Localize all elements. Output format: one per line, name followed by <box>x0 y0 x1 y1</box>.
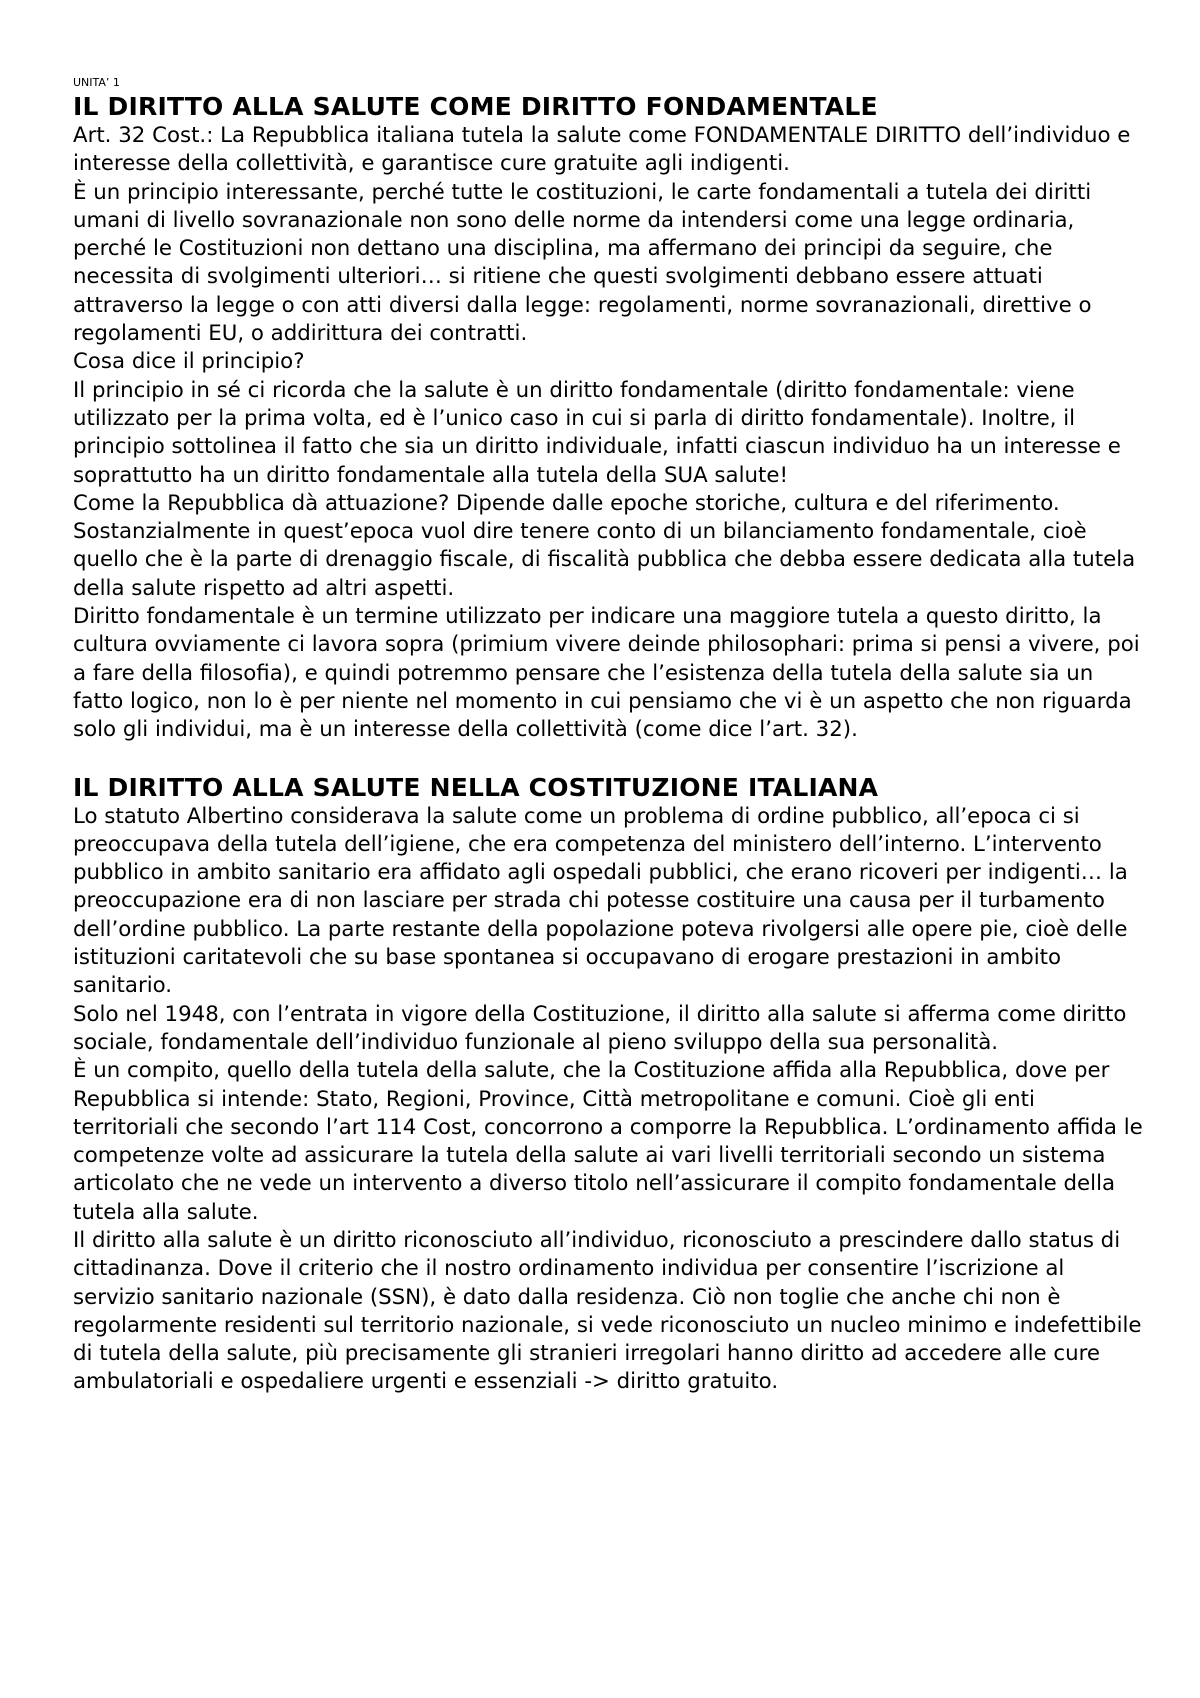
unit-label: UNITA’ 1 <box>73 76 120 89</box>
paragraph: Art. 32 Cost.: La Repubblica italiana tutela la salute come FONDAMENTALE DIRITTO dell’individuo e interesse della collettività, e garantisce cure gratuite agli indigenti. <box>73 123 1131 177</box>
paragraph: Solo nel 1948, con l’entrata in vigore della Costituzione, il diritto alla salute si afferma come diritto sociale, fondamentale dell’individuo funzionale al pieno sviluppo della sua personalità. <box>73 1001 1127 1055</box>
paragraph: Il principio in sé ci ricorda che la salute è un diritto fondamentale (diritto fondamentale: viene utilizzato per la prima volta, ed è l’unico caso in cui si parla di diritto fondamentale). Inoltre, il principio sottolinea il fatto che sia un diritto individuale, infatti ciascun individuo ha un interesse e soprattutto ha un diritto fondamentale alla tutela della SUA salute! <box>73 377 1121 488</box>
section-title-1: IL DIRITTO ALLA SALUTE COME DIRITTO FONDAMENTALE <box>73 92 878 121</box>
document-page <box>73 76 1143 1397</box>
paragraph: Come la Repubblica dà attuazione? Dipende dalle epoche storiche, cultura e del riferimento. Sostanzialmente in quest’epoca vuol dire tenere conto di un bilanciamento fondamentale, cioè quello che è la parte di drenaggio fiscale, di fiscalità pubblica che debba essere dedicata alla tutela della salute rispetto ad altri aspetti. <box>73 490 1136 601</box>
paragraph: Diritto fondamentale è un termine utilizzato per indicare una maggiore tutela a questo diritto, la cultura ovviamente ci lavora sopra (primium vivere deinde philosophari: prima si pensi a vivere, poi a fare della filosofia), e quindi potremmo pensare che l’esistenza della tutela della salute sia un fatto logico, non lo è per niente nel momento in cui pensiamo che vi è un aspetto che non riguarda solo gli individui, ma è un interesse della collettività (come dice l’art. 32). <box>73 604 1140 743</box>
paragraph: Lo statuto Albertino considerava la salute come un problema di ordine pubblico, all’epoca ci si preoccupava della tutela dell’igiene, che era competenza del ministero dell’interno. L’intervento pubblico in ambito sanitario era affidato agli ospedali pubblici, che erano ricoveri per indigenti… la preoccupazione era di non lasciare per strada chi potesse costituire una causa per il turbamento dell’ordine pubblico. La parte restante della popolazione poteva rivolgersi alle opere pie, cioè delle istituzioni caritatevoli che su base spontanea si occupavano di erogare prestazioni in ambito sanitario. <box>73 803 1128 999</box>
section-title-2: IL DIRITTO ALLA SALUTE NELLA COSTITUZIONE ITALIANA <box>73 772 879 802</box>
paragraph: È un compito, quello della tutela della salute, che la Costituzione affida alla Repubblica, dove per Repubblica si intende: Stato, Regioni, Province, Città metropolitane e comuni. Cioè gli enti territoriali che secondo l’art 114 Cost, concorrono a comporre la Repubblica. L’ordinamento affida le competenze volte ad assicurare la tutela della salute ai vari livelli territoriali secondo un sistema articolato che ne vede un intervento a diverso titolo nell’assicurare il compito fondamentale della tutela alla salute. <box>73 1058 1143 1225</box>
paragraph: È un principio interessante, perché tutte le costituzioni, le carte fondamentali a tutela dei diritti umani di livello sovranazionale non sono delle norme da intendersi come una legge ordinaria, perché le Costituzioni non dettano una disciplina, ma affermano dei principi da seguire, che necessita di svolgimenti ulteriori… si ritiene che questi svolgimenti debbano essere attuati attraverso la legge o con atti diversi dalla legge: regolamenti, norme sovranazionali, direttive o regolamenti EU, o addirittura dei contratti. <box>73 179 1092 347</box>
paragraph: Cosa dice il principio? <box>73 349 305 375</box>
paragraph: Il diritto alla salute è un diritto riconosciuto all’individuo, riconosciuto a prescindere dallo status di cittadinanza. Dove il criterio che il nostro ordinamento individua per consentire l’iscrizione al servizio sanitario nazionale (SSN), è dato dalla residenza. Ciò non toglie che anche chi non è regolarmente residenti sul territorio nazionale, si vede riconosciuto un nucleo minimo e indefettibile di tutela della salute, più precisamente gli stranieri irregolari hanno diritto ad accedere alle cure ambulatoriali e ospedaliere urgenti e essenziali -> diritto gratuito. <box>73 1227 1142 1395</box>
